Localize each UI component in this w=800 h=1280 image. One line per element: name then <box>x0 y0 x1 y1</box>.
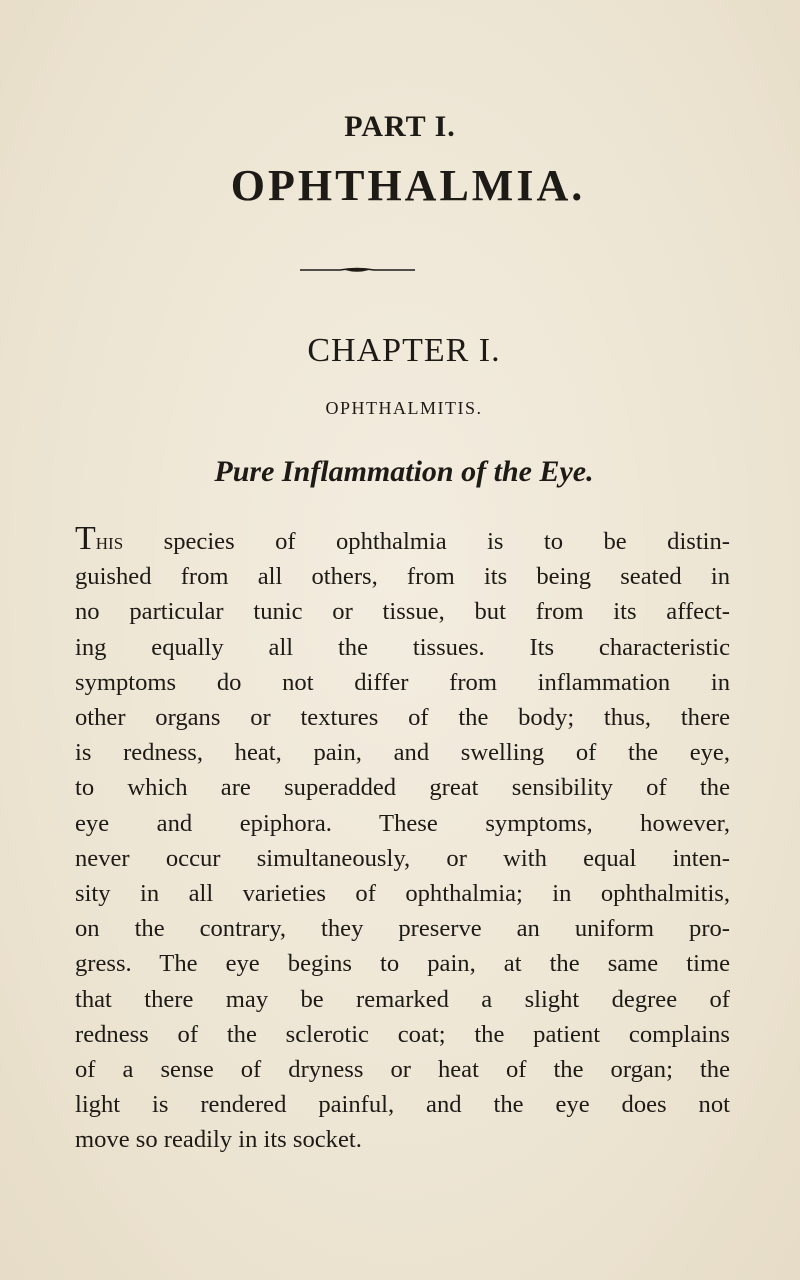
text-line: is redness, heat, pain, and swelling of the eye, <box>75 739 730 767</box>
text-line: no particular tunic or tissue, but from its affect- <box>75 598 730 626</box>
ornament-rule <box>300 265 415 275</box>
lead-word: his <box>95 528 124 555</box>
text-line: guished from all others, from its being seated in <box>75 563 730 591</box>
text-line: eye and epiphora. These symptoms, however, <box>75 809 730 837</box>
text-line: never occur simultaneously, or with equal inten- <box>75 844 730 872</box>
section-subtitle: Pure Inflammation of the Eye. <box>214 455 594 488</box>
text-line: other organs or textures of the body; thus, there <box>75 704 730 732</box>
text-line: that there may be remarked a slight degree of <box>75 985 730 1013</box>
chapter-heading: CHAPTER I. <box>307 332 501 369</box>
main-title: OPHTHALMIA. <box>230 161 586 210</box>
text-line: symptoms do not differ from inflammation in <box>75 668 730 696</box>
text-line: on the contrary, they preserve an uniform pro- <box>75 915 730 943</box>
text-line: This species of ophthalmia is to be distin- <box>75 520 730 557</box>
text-line: of a sense of dryness or heat of the organ; the <box>75 1056 730 1084</box>
text-line: light is rendered painful, and the eye does not <box>75 1091 730 1119</box>
body-paragraph <box>75 521 730 1158</box>
drop-capital: T <box>75 520 96 557</box>
part-heading: PART I. <box>344 110 456 143</box>
text-line: sity in all varieties of ophthalmia; in ophthalmitis, <box>75 880 730 908</box>
section-heading: OPHTHALMITIS. <box>325 398 483 418</box>
text-line: move so readily in its socket. <box>75 1126 362 1154</box>
text-line: redness of the sclerotic coat; the patient complains <box>75 1020 730 1048</box>
text-line: ing equally all the tissues. Its characteristic <box>75 633 730 661</box>
text-line: to which are superadded great sensibility of the <box>75 774 730 802</box>
text-line: gress. The eye begins to pain, at the same time <box>75 950 730 978</box>
